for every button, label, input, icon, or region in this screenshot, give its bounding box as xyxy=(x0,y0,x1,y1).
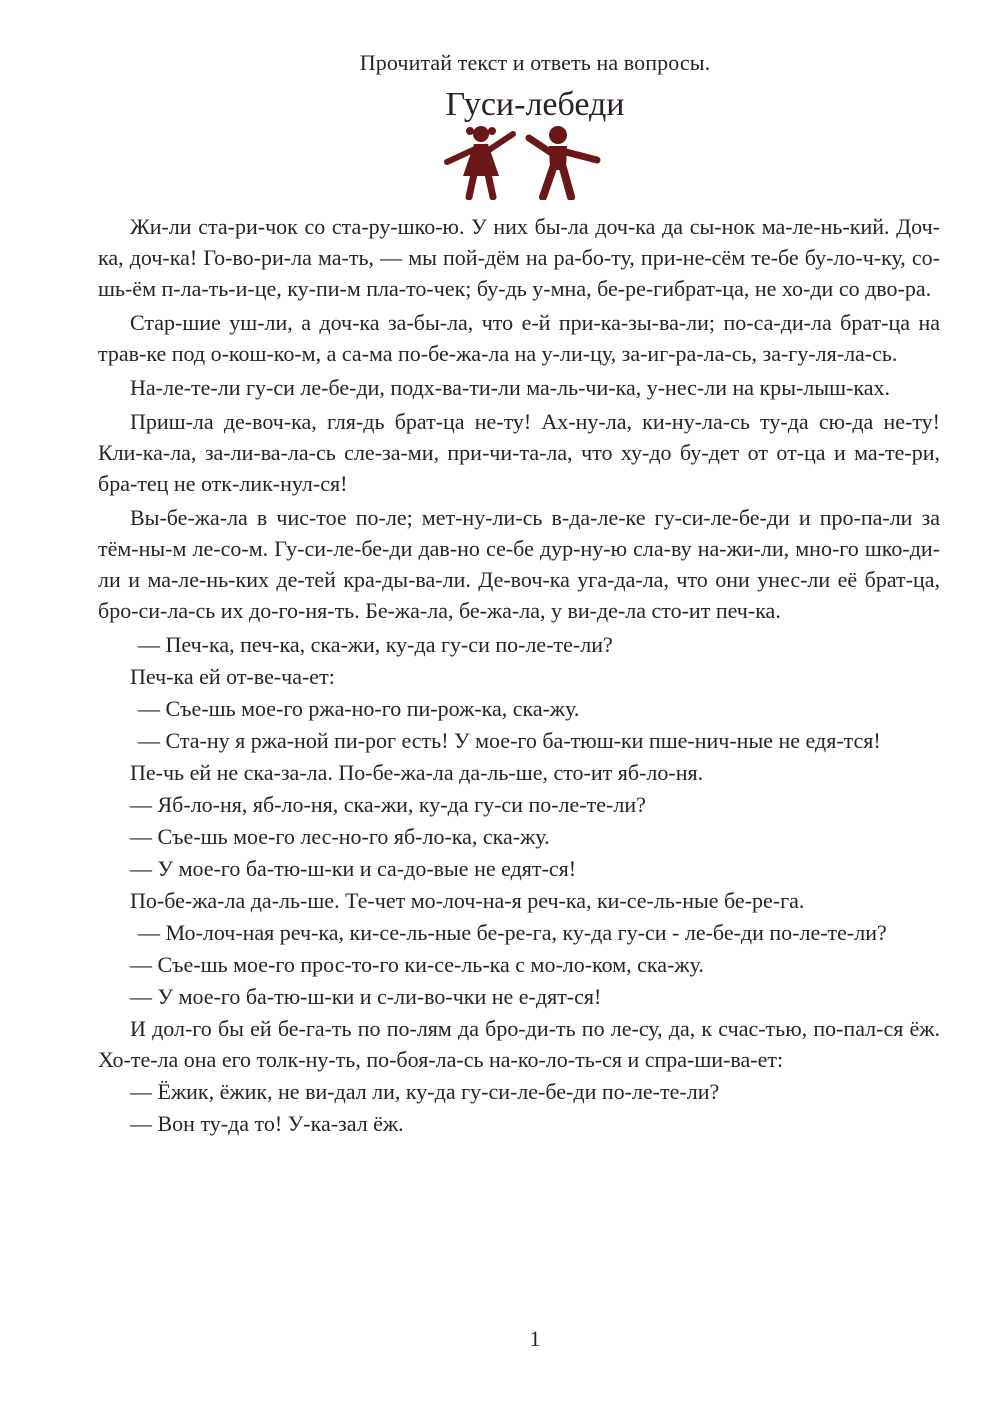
dialogue-line: — У мое-го ба-тю-ш-ки и с-ли-во-чки не е-дят-ся! xyxy=(130,984,602,1009)
story-paragraph: Жи-ли ста-ри-чок со ста-ру-шко-ю. У них бы-ла доч-ка да сы-нок ма-ле-нь-кий. Доч-ка, доч-ка! Го-во-ри-ла ма-ть, — мы пой-дём на ра-бо-ту, при-не-сём те-бе бу-ло-ч-ку, со-шь-ём п-ла-ть-и-це, ку-пи-м пла-то-чек; бу-дь у-мна, бе-ре-гибрат-ца, не хо-ди со дво-ра. xyxy=(98,214,940,301)
story-paragraph: На-ле-те-ли гу-си ле-бе-ди, подх-ва-ти-ли ма-ль-чи-ка, у-нес-ли на кры-лыш-ках. xyxy=(130,375,890,400)
page-number: 1 xyxy=(529,1326,541,1351)
children-icon xyxy=(443,124,603,200)
story-paragraph: Приш-ла де-воч-ка, гля-дь брат-ца не-ту! Ах-ну-ла, ки-ну-ла-сь ту-да сю-да не-ту! Кли-ка-ла, за-ли-ва-ла-сь сле-за-ми, при-чи-та-ла, что ху-до бу-дет от от-ца и ма-те-ри, бра-тец не отк-лик-нул-ся! xyxy=(98,409,940,496)
story-paragraph: Стар-шие уш-ли, а доч-ка за-бы-ла, что е-й при-ка-зы-ва-ли; по-са-ди-ла брат-ца на трав-ке под о-кош-ко-м, а са-ма по-бе-жа-ла на у-ли-цу, за-иг-ра-ла-сь, за-гу-ля-ла-сь. xyxy=(98,310,940,366)
story-text xyxy=(98,211,940,1140)
dialogue-line: — Яб-ло-ня, яб-ло-ня, ска-жи, ку-да гу-си по-ле-те-ли? xyxy=(130,792,646,817)
story-paragraph: Печ-ка ей от-ве-ча-ет: xyxy=(130,664,335,689)
dialogue-line: — Печ-ка, печ-ка, ска-жи, ку-да гу-си по-ле-те-ли? xyxy=(138,632,613,657)
dialogue-line: — Ёжик, ёжик, не ви-дал ли, ку-да гу-си-ле-бе-ди по-ле-те-ли? xyxy=(130,1079,720,1104)
story-title: Гуси-лебеди xyxy=(445,86,625,123)
dialogue-line: — Съе-шь мое-го прос-то-го ки-се-ль-ка с мо-ло-ком, ска-жу. xyxy=(130,952,704,977)
dialogue-line: — Ста-ну я ржа-ной пи-рог есть! У мое-го ба-тюш-ки пше-нич-ные не едя-тся! xyxy=(138,728,881,753)
dialogue-line: — У мое-го ба-тю-ш-ки и са-до-вые не едят-ся! xyxy=(130,856,577,881)
dialogue-line: — Съе-шь мое-го лес-но-го яб-ло-ка, ска-жу. xyxy=(130,824,550,849)
story-paragraph: По-бе-жа-ла да-ль-ше. Те-чет мо-лоч-на-я реч-ка, ки-се-ль-ные бе-ре-га. xyxy=(130,888,805,913)
story-paragraph: Вы-бе-жа-ла в чис-тое по-ле; мет-ну-ли-сь в-да-ле-ке гу-си-ле-бе-ди и про-па-ли за тём-ны-м ле-со-м. Гу-си-ле-бе-ди дав-но се-бе дур-ну-ю сла-ву на-жи-ли, мно-го шко-ди-ли и ма-ле-нь-ких де-тей кра-ды-ва-ли. Де-воч-ка уга-да-ла, что они унес-ли её брат-ца, бро-си-ла-сь их до-го-ня-ть. Бе-жа-ла, бе-жа-ла, у ви-де-ла сто-ит печ-ка. xyxy=(98,505,940,623)
dialogue-line: — Мо-лоч-ная реч-ка, ки-се-ль-ные бе-ре-га, ку-да гу-си - ле-бе-ди по-ле-те-ли? xyxy=(138,920,887,945)
story-paragraph: Пе-чь ей не ска-за-ла. По-бе-жа-ла да-ль-ше, сто-ит яб-ло-ня. xyxy=(130,760,704,785)
instruction-text: Прочитай текст и ответь на вопросы. xyxy=(359,50,711,75)
dialogue-line: — Вон ту-да то! У-ка-зал ёж. xyxy=(130,1111,404,1136)
story-paragraph: И дол-го бы ей бе-га-ть по по-лям да бро-ди-ть по ле-су, да, к счас-тью, по-пал-ся ёж. Хо-те-ла она его толк-ну-ть, по-боя-ла-сь на-ко-ло-ть-ся и спра-ши-ва-ет: xyxy=(98,1016,940,1072)
dialogue-line: — Съе-шь мое-го ржа-но-го пи-рож-ка, ска-жу. xyxy=(138,696,580,721)
